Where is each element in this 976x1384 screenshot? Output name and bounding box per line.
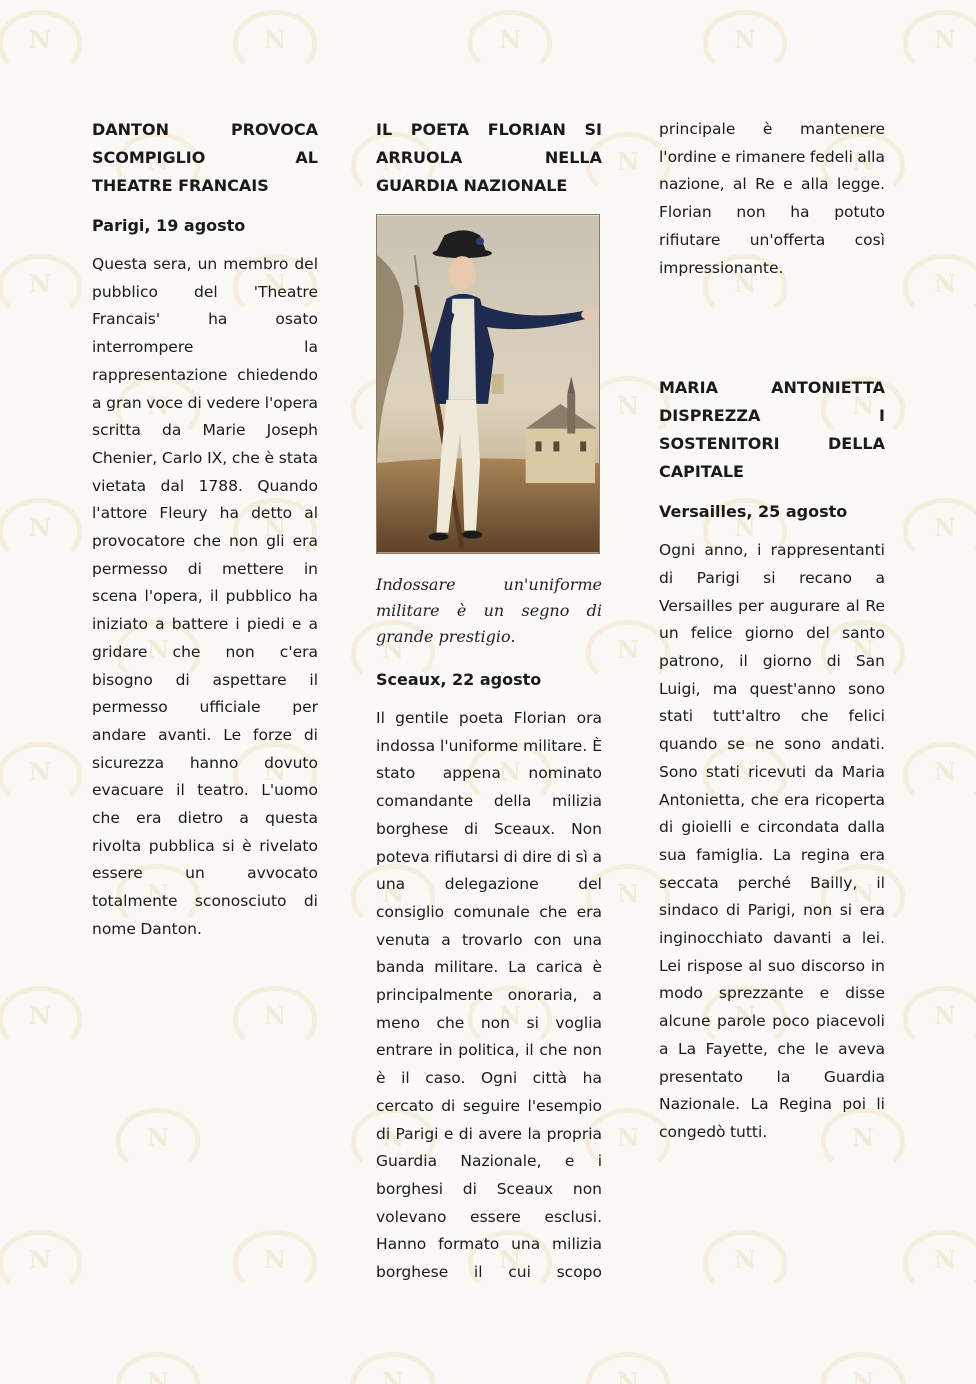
article-title: MARIA ANTONIETTA DISPREZZA I SOSTENITORI DELLA CAPITALE (659, 378, 885, 482)
article-danton (92, 116, 318, 944)
article-body: Questa sera, un membro del pubblico del 'Theatre Francais' ha osato interrompere la rappresentazione chiedendo a gran voce di vedere l'opera scritta da Marie Joseph Chenier, Carlo IX, che è stata vietata dal 1788. Quando l'attore Fleury ha detto al provocatore che non gli era permesso di mettere in scena l'opera, il pubblico ha iniziato a battere i piedi e a gridare che non c'era bisogno di aspettare il permesso ufficiale per andare avanti. Le forze di sicurezza hanno dovuto evacuare il teatro. L'uomo che era dietro a questa rivolta pubblica si è rivelato essere un avvocato totalmente sconosciuto di nome Danton. (92, 255, 318, 938)
laurel-wreath-icon (586, 1352, 670, 1384)
laurel-wreath-icon (903, 742, 976, 806)
laurel-wreath-icon (233, 10, 317, 74)
laurel-wreath-icon (703, 10, 787, 74)
article-body: Ogni anno, i rappresentanti di Parigi si recano a Versailles per augurare al Re un felice giorno del santo patrono, il giorno di San Luigi, ma quest'anno sono stati tutt'altro che felici quando se ne sono andati. Sono stati ricevuti da Maria Antonietta, che era ricoperta di gioielli e circondata dalla sua famiglia. La regina era seccata perché Bailly, il sindaco di Parigi, non si era inginocchiato davanti a lei. Lei rispose al suo discorso in modo sprezzante e disse alcune parole poco piacevoli a La Fayette, che le aveva presentato la Guardia Nazionale. La Regina poi li congedò tutti. (659, 541, 885, 1141)
article-dateline: Sceaux, 22 agosto (376, 670, 542, 689)
laurel-wreath-icon (0, 498, 82, 562)
article-body: Il gentile poeta Florian ora indossa l'uniforme militare. È stato appena nominato comandante della milizia borghese di Sceaux. Non poteva rifiutarsi di dire di sì a una delegazione del consiglio comunale che era venuta a trovarlo con una banda militare. La carica è principalmente onoraria, a meno che non si voglia entrare in politica, il che non è il caso. Ogni città ha cercato di seguire l'esempio di Parigi e di avere la propria Guardia Nazionale, e i borghesi di Sceaux non volevano essere esclusi. Hanno formato una milizia borghese il cui scopo (376, 709, 602, 1282)
article-column-3 (659, 116, 885, 1147)
laurel-wreath-icon (703, 1230, 787, 1294)
laurel-wreath-icon (0, 1230, 82, 1294)
laurel-wreath-icon (903, 10, 976, 74)
laurel-wreath-icon (0, 986, 82, 1050)
image-caption: Indossare un'uniforme militare è un segno di grande prestigio. (376, 575, 602, 646)
article-title: IL POETA FLORIAN SI ARRUOLA NELLA GUARDIA NAZIONALE (376, 120, 602, 195)
laurel-wreath-icon (0, 10, 82, 74)
laurel-wreath-icon (116, 1108, 200, 1172)
article-dateline: Parigi, 19 agosto (92, 216, 246, 235)
laurel-wreath-icon (0, 254, 82, 318)
laurel-wreath-icon (468, 10, 552, 74)
article-title: DANTON PROVOCA SCOMPIGLIO AL THEATRE FRANCAIS (92, 120, 318, 195)
laurel-wreath-icon (0, 742, 82, 806)
laurel-wreath-icon (903, 498, 976, 562)
laurel-wreath-icon (233, 1230, 317, 1294)
laurel-wreath-icon (903, 254, 976, 318)
laurel-wreath-icon (116, 1352, 200, 1384)
article-body-continued: principale è mantenere l'ordine e rimanere fedeli alla nazione, al Re e alla legge. Florian non ha potuto rifiutare un'offerta così impressionante. (659, 120, 885, 277)
laurel-wreath-icon (821, 1352, 905, 1384)
laurel-wreath-icon (903, 1230, 976, 1294)
florian-portrait-painting (376, 214, 600, 554)
article-marie-antoinette (659, 374, 885, 1146)
article-dateline: Versailles, 25 agosto (659, 502, 848, 522)
article-florian (376, 116, 602, 1287)
laurel-wreath-icon (233, 986, 317, 1050)
laurel-wreath-icon (903, 986, 976, 1050)
laurel-wreath-icon (351, 1352, 435, 1384)
